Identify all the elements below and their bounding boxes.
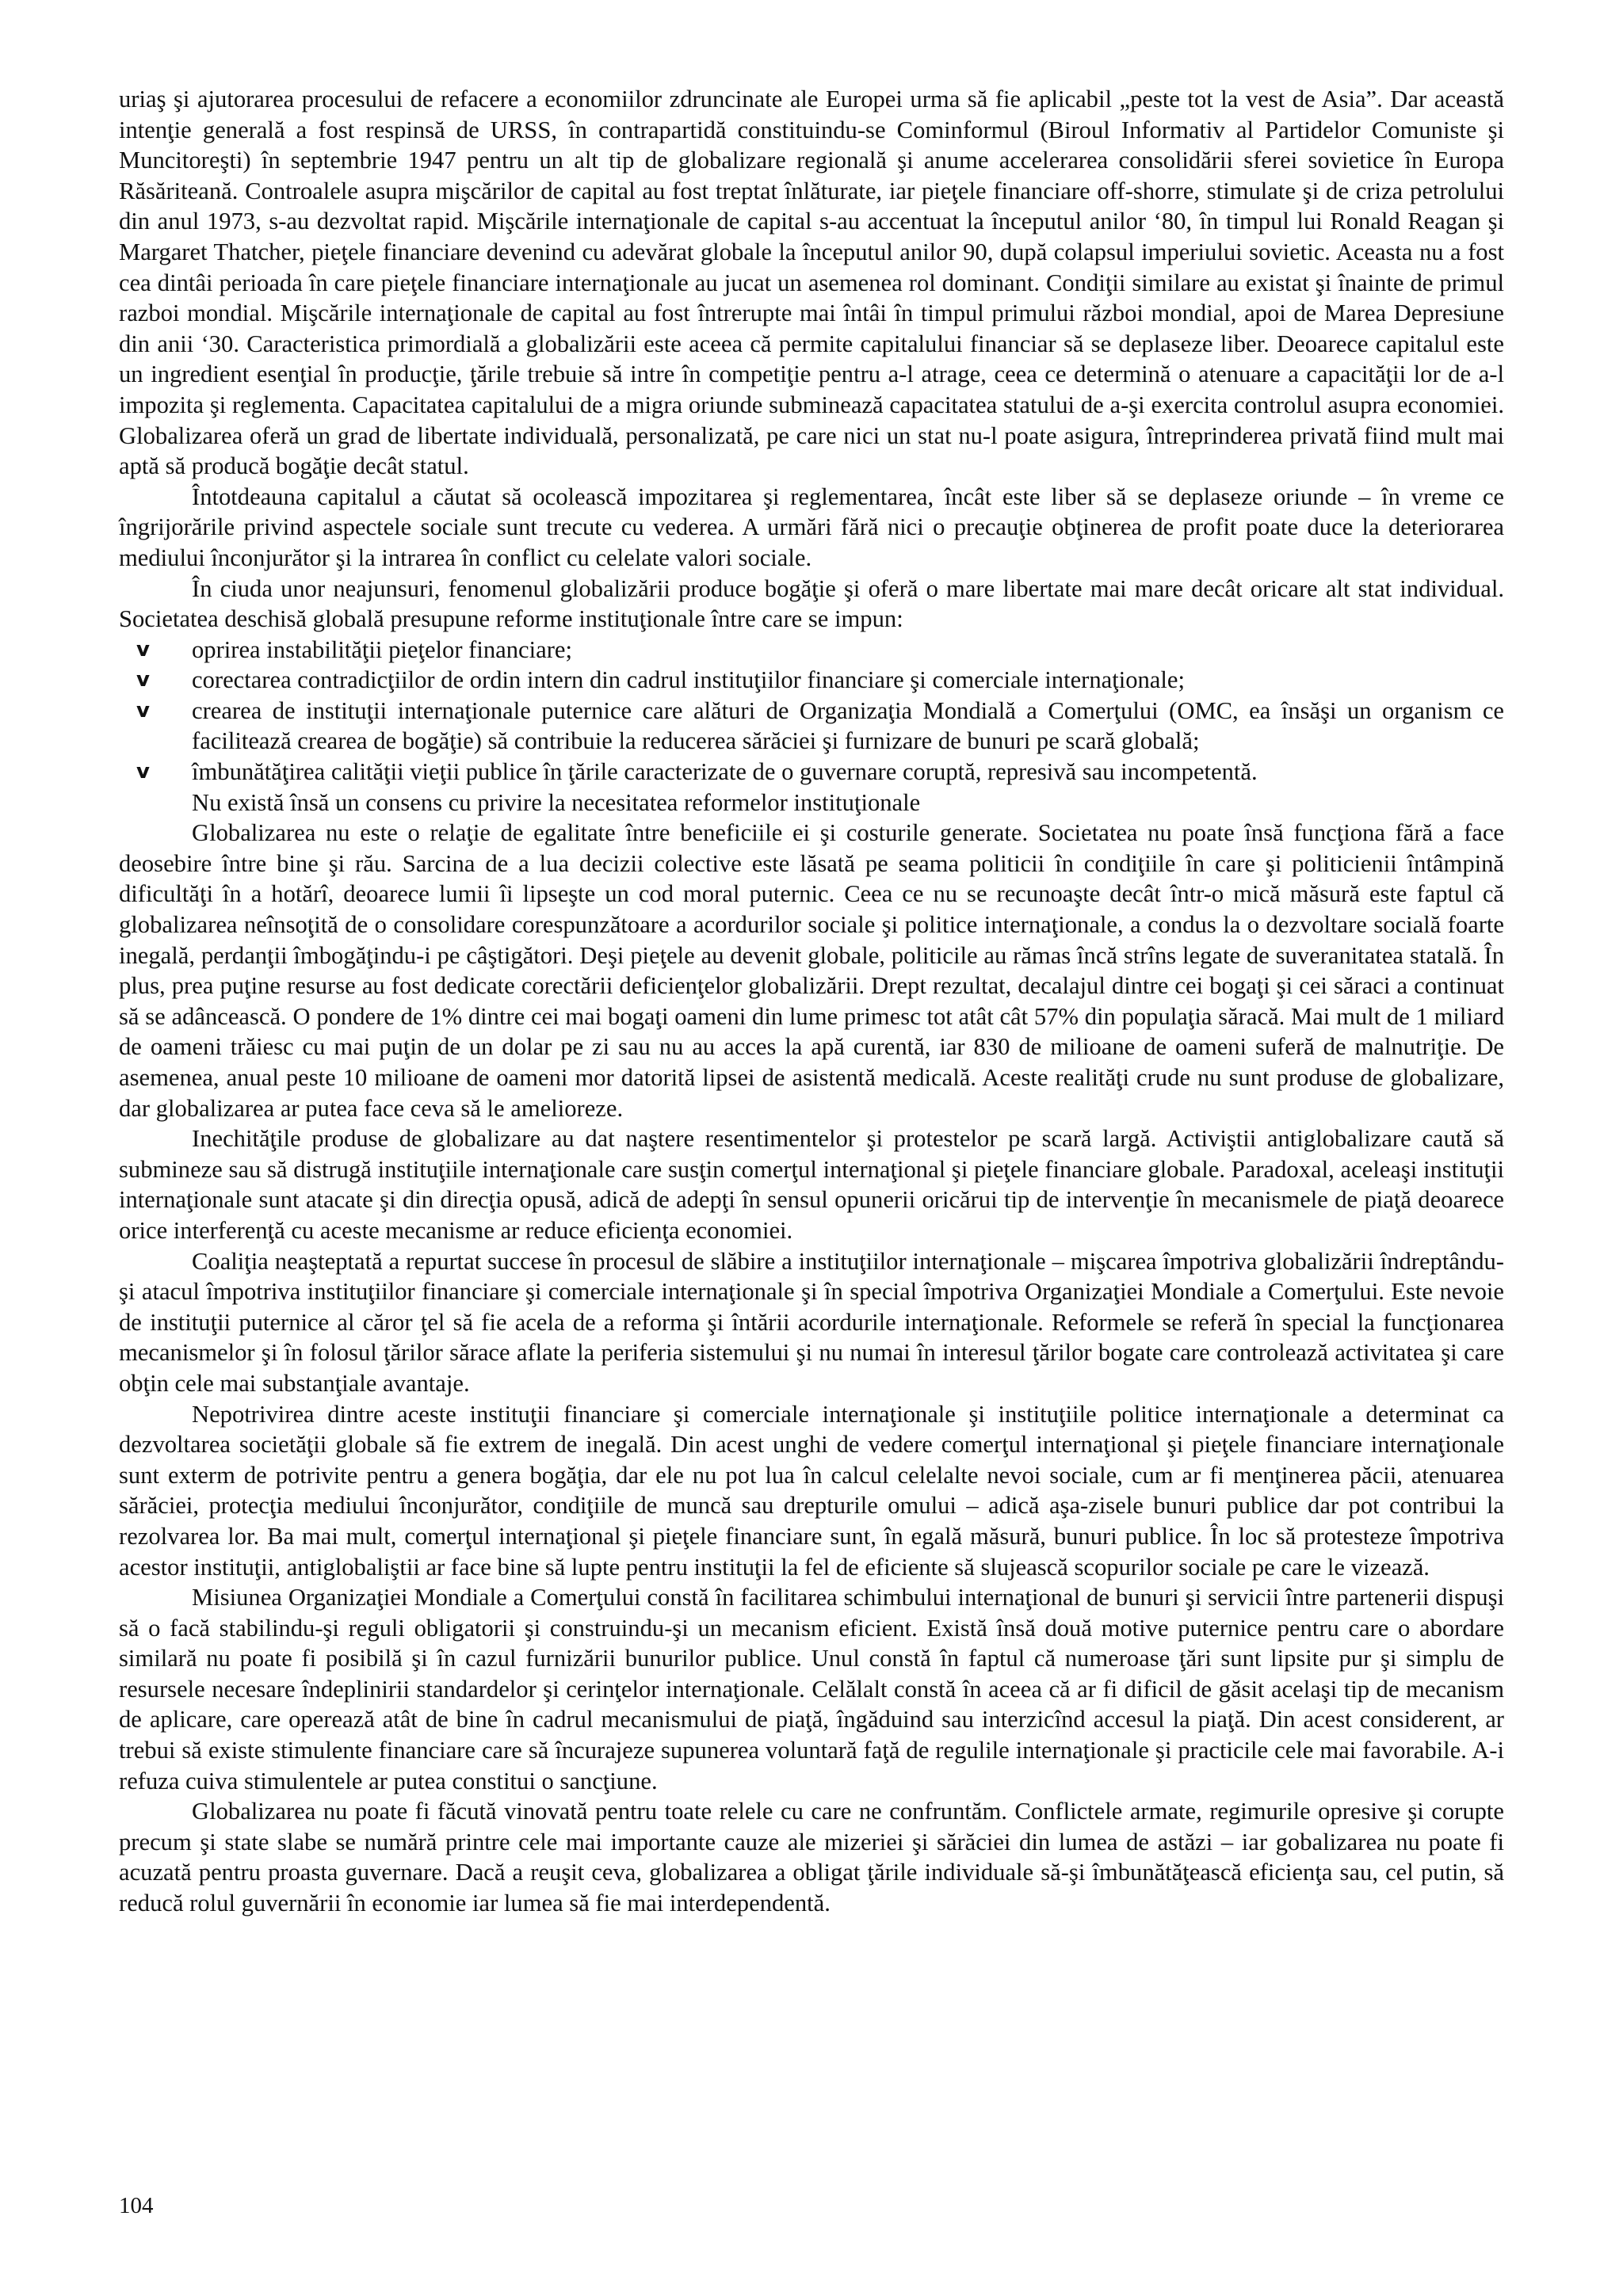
list-item — [119, 757, 1504, 788]
paragraph: Globalizarea nu este o relaţie de egalitate între beneficiile ei şi costurile generate. Societatea nu poate însă funcţiona fără a face deosebire între bine şi rău. Sarcina de a lua decizii colective este lăsată pe seama politicii în condiţiile în care şi politicienii întâmpină dificultăţi în a hotărî, deoarece lumii îi lipseşte un cod moral puternic. Ceea ce nu se recunoaşte decât într-o mică măsură este faptul că globalizarea neînsoţită de o consolidare corespunzătoare a acordurilor sociale şi politice internaţionale, a condus la o dezvoltare socială foarte inegală, perdanţii îmbogăţindu-i pe câştigători. Deşi pieţele au devenit globale, politicile au rămas încă strîns legate de suveranitatea statală. În plus, prea puţine resurse au fost dedicate corectării deficienţelor globalizării. Drept rezultat, decalajul dintre cei bogaţi şi cei săraci a continuat să se adâncească. O pondere de 1% dintre cei mai bogaţi oameni din lume primesc tot atât cât 57% din populaţia săracă. Mai mult de 1 miliard de oameni trăiesc cu mai puţin de un dolar pe zi sau nu au acces la apă curentă, iar 830 de milioane de oameni suferă de malnutriţie. De asemenea, anual peste 10 milioane de oameni mor datorită lipsei de asistentă medicală. Aceste realităţi crude nu sunt produse de globalizare, dar globalizarea ar putea face ceva să le amelioreze. — [119, 819, 1504, 1122]
chevron-down-icon: v — [136, 668, 150, 692]
list-item — [119, 696, 1504, 757]
list-item-text: îmbunătăţirea calităţii vieţii publice în ţările caracterizate de o guvernare coruptă, represivă sau incompetentă. — [192, 758, 1258, 786]
paragraph: uriaş şi ajutorarea procesului de refacere a economiilor zdruncinate ale Europei urma să fie aplicabil „peste tot la vest de Asia”. Dar această intenţie generală a fost respinsă de URSS, în contrapartidă constituindu-se Cominformul (Biroul Informativ al Partidelor Comuniste şi Muncitoreşti) în septembrie 1947 pentru un alt tip de globalizare regională şi anume accelerarea consolidării sferei sovietice în Europa Răsăriteană. Controalele asupra mişcărilor de capital au fost treptat înlăturate, iar pieţele financiare off-shorre, stimulate şi de criza petrolului din anul 1973, s-au dezvoltat rapid. Mişcările internaţionale de capital s-au accentuat la începutul anilor ‘80, în timpul lui Ronald Reagan şi Margaret Thatcher, pieţele financiare devenind cu adevărat globale la începutul anilor 90, după colapsul imperiului sovietic. Aceasta nu a fost cea dintâi perioada în care pieţele financiare internaţionale au jucat un asemenea rol dominant. Condiţii similare au existat şi înainte de primul razboi mondial. Mişcările internaţionale de capital au fost întrerupte mai întâi în timpul primului război mondial, apoi de Marea Depresiune din anii ‘30. Caracteristica primordială a globalizării este aceea că permite capitalului financiar să se deplaseze liber. Deoarece capitalul este un ingredient esenţial în producţie, ţările trebuie să intre în competiţie pentru a-l atrage, ceea ce determină o atenuare a capacităţii lor de a-l impozita şi reglementa. Capacitatea capitalului de a migra oriunde subminează capacitatea statului de a-şi exercita controlul asupra economiei. Globalizarea oferă un grad de libertate individuală, personalizată, pe care nici un stat nu-l poate asigura, întreprinderea privată fiind mult mai aptă să producă bogăţie decât statul. — [119, 86, 1504, 480]
list-item — [119, 635, 1504, 666]
paragraph: În ciuda unor neajunsuri, fenomenul globalizării produce bogăţie şi oferă o mare libertate mai mare decât oricare alt stat individual. Societatea deschisă globală presupune reforme instituţionale între care se impun: — [119, 574, 1504, 633]
list-item — [119, 665, 1504, 696]
list-item-text: crearea de instituţii internaţionale puternice care alături de Organizaţia Mondială a Comerţului (OMC, ea însăşi un organism ce facilitează crearea de bogăţie) să contribuie la reducerea sărăciei şi furnizare de bunuri pe scară globală; — [192, 696, 1504, 755]
chevron-down-icon: v — [136, 637, 150, 662]
paragraph: Misiunea Organizaţiei Mondiale a Comerţului constă în facilitarea schimbului internaţional de bunuri şi servicii între partenerii dispuşi să o facă stabilindu-şi reguli obligatorii şi construindu-şi un mecanism eficient. Există însă două motive puternice pentru care o abordare similară nu poate fi posibilă şi în cazul furnizării bunurilor publice. Unul constă în faptul că numeroase ţări sunt lipsite pur şi simplu de resursele necesare îndeplinirii standardelor şi cerinţelor internaţionale. Celălalt constă în aceea că ar fi dificil de găsit acelaşi tip de mecanism de aplicare, care operează atât de bine în cadrul mecanismului de piaţă, îngăduind sau interzicînd accesul la piaţă. Din acest considerent, ar trebui să existe stimulente financiare care să încurajeze supunerea voluntară faţă de regulile internaţionale şi practicile cele mai favorabile. A-i refuza cuiva stimulentele ar putea constitui o sancţiune. — [119, 1584, 1504, 1794]
paragraph: Globalizarea nu poate fi făcută vinovată pentru toate relele cu care ne confruntăm. Conflictele armate, regimurile opresive şi corupte precum şi state slabe se numără printre cele mai importante cauze ale mizeriei şi sărăciei din lumea de astăzi – iar gobalizarea nu poate fi acuzată pentru proasta guvernare. Dacă a reuşit ceva, globalizarea a obligat ţările individuale să-şi îmbunătăţească eficienţa sau, cel putin, să reducă rolul guvernării în economie iar lumea să fie mai interdependentă. — [119, 1798, 1504, 1917]
paragraph: Inechităţile produse de globalizare au dat naştere resentimentelor şi protestelor pe scară largă. Activiştii antiglobalizare caută să submineze sau să distrugă instituţiile internaţionale care susţin comerţul internaţional şi pieţele financiare globale. Paradoxal, aceleaşi instituţii internaţionale sunt atacate şi din direcţia opusă, adică de adepţi în sensul opunerii oricărui tip de intervenţie în mecanismele de piaţă deoarece orice interferenţă cu aceste mecanisme ar reduce eficienţa economiei. — [119, 1125, 1504, 1244]
chevron-down-icon: v — [136, 698, 150, 723]
paragraph: Coaliţia neaşteptată a repurtat succese în procesul de slăbire a instituţiilor internaţionale – mişcarea împotriva globalizării îndreptându-şi atacul împotriva instituţiilor financiare şi comerciale internaţionale şi în special împotriva Organizaţiei Mondiale a Comerţului. Este nevoie de instituţii puternice al căror ţel să fie acela de a reforma şi întării acordurile internaţionale. Reformele se referă în special la funcţionarea mecanismelor şi în folosul ţărilor sărace aflate la periferia sistemului şi nu numai în interesul ţărilor bogate care controlează activitatea şi care obţin cele mai substanţiale avantaje. — [119, 1247, 1504, 1397]
bullet-list — [119, 635, 1504, 788]
paragraph: Nepotrivirea dintre aceste instituţii financiare şi comerciale internaţionale şi instituţiile politice internaţionale a determinat ca dezvoltarea societăţii globale să fie extrem de inegală. Din acest unghi de vedere comerţul internaţional şi pieţele financiare internaţionale sunt exterm de potrivite pentru a genera bogăţia, dar ele nu pot lua în calcul celelalte nevoi sociale, cum ar fi menţinerea păcii, atenuarea sărăciei, protecţia mediului înconjurător, condiţiile de muncă sau drepturile omului – adică aşa-zisele bunuri publice dar pot contribui la rezolvarea lor. Ba mai mult, comerţul internaţional şi pieţele financiare sunt, în egală măsură, bunuri publice. În loc să protesteze împotriva acestor instituţii, antiglobaliştii ar face bine să lupte pentru instituţii la fel de eficiente să slujească scopurilor sociale pe care le vizează. — [119, 1400, 1504, 1581]
list-item-text: corectarea contradicţiilor de ordin intern din cadrul instituţiilor financiare şi comerciale internaţionale; — [192, 666, 1185, 694]
page-body — [119, 84, 1504, 1919]
page-number: 104 — [119, 2193, 154, 2218]
chevron-down-icon: v — [136, 760, 150, 784]
paragraph: Nu există însă un consens cu privire la necesitatea reformelor instituţionale — [192, 788, 921, 816]
list-item-text: oprirea instabilităţii pieţelor financiare; — [192, 635, 572, 663]
paragraph: Întotdeauna capitalul a căutat să ocolească impozitarea şi reglementarea, încât este liber să se deplaseze oriunde – în vreme ce îngrijorările privind aspectele sociale sunt trecute cu vederea. A urmări fără nici o precauţie obţinerea de profit poate duce la deteriorarea mediului înconjurător şi la intrarea în conflict cu celelate valori sociale. — [119, 482, 1504, 571]
